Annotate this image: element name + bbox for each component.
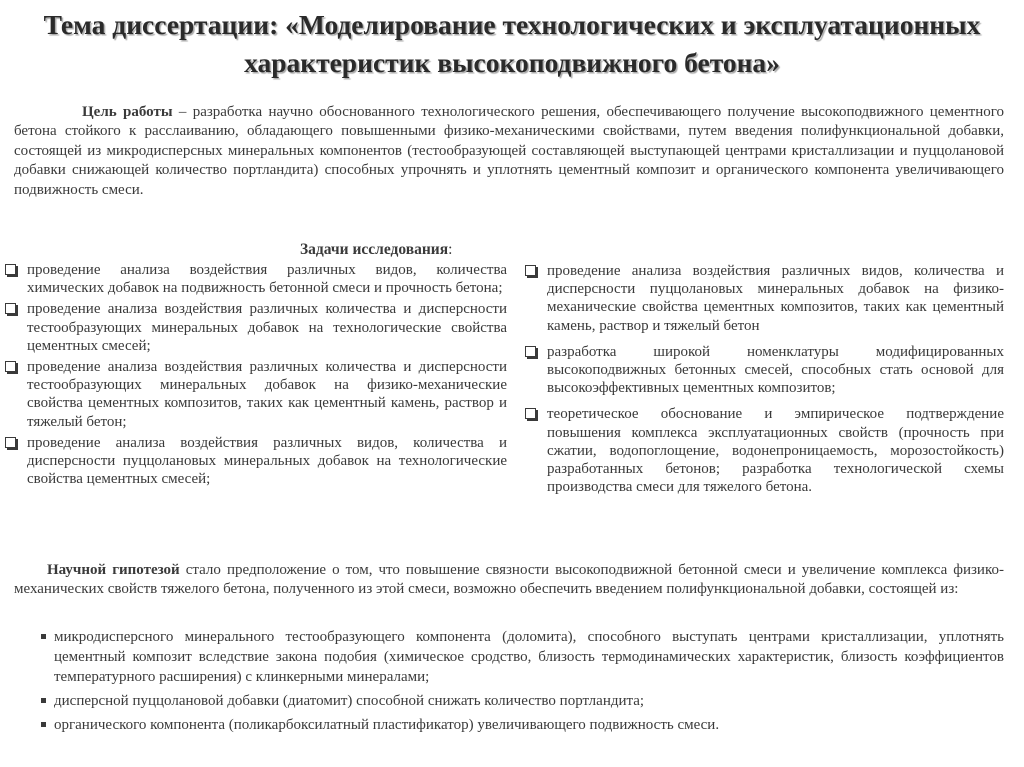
task-item bbox=[524, 343, 1004, 398]
task-text: разработка широкой номенклатуры модифицированных высокоподвижных бетонных смесей, способных стать основой для высокоэффективных цементных композитов; bbox=[547, 343, 1004, 397]
component-text: микродисперсного минерального тестообразующего компонента (доломита), способного выступать центрами кристаллизации, уплотнять цементный композит вследствие закона подобия (химическое сродство, близость термодинамических характеристик, близость коэффициентов температурного расширения) с клинкерными минералами; bbox=[54, 629, 1004, 685]
tasks-right-column bbox=[524, 262, 1004, 504]
checkbox-bullet-icon bbox=[525, 265, 536, 276]
square-bullet-icon bbox=[41, 634, 46, 639]
square-bullet-icon bbox=[41, 722, 46, 727]
checkbox-bullet-icon bbox=[5, 361, 16, 372]
task-item bbox=[4, 434, 507, 489]
component-item bbox=[38, 715, 1004, 735]
goal-text: – разработка научно обоснованного технологического решения, обеспечивающего получение высокоподвижного цементного бетона стойкого к расслаиванию, обладающего повышенными физико-механическими свойствами, путем введения полифункциональной добавки, состоящей из микродисперсных минеральных компонентов (тестообразующей составляющей выступающей центрами кристаллизации и пуццолановой добавки снижающей количество портландита) способных упрочнять и уплотнять цементный композит и органического компонента увеличивающего подвижность смеси. bbox=[14, 104, 1004, 198]
component-item bbox=[38, 627, 1004, 687]
checkbox-bullet-icon bbox=[525, 346, 536, 357]
hypothesis-text: стало предположение о том, что повышение связности высокоподвижной бетонной смеси и увеличение комплекса физико-механических свойств тяжелого бетона, полученного из этой смеси, возможно обеспечить введением полифункциональной добавки, состоящей из: bbox=[14, 562, 1004, 598]
task-text: проведение анализа воздействия различных количества и дисперсности тестообразующих минеральных добавок на технологические свойства цементных смесей; bbox=[27, 301, 507, 354]
tasks-heading-colon: : bbox=[448, 241, 453, 258]
checkbox-bullet-icon bbox=[5, 437, 16, 448]
checkbox-bullet-icon bbox=[525, 408, 536, 419]
checkbox-bullet-icon bbox=[5, 303, 16, 314]
task-text: проведение анализа воздействия различных видов, количества и дисперсности пуццолановых минеральных добавок на технологические свойства цементных смесей; bbox=[27, 434, 507, 488]
task-item bbox=[4, 358, 507, 431]
task-item bbox=[524, 405, 1004, 496]
task-item bbox=[4, 300, 507, 355]
task-item bbox=[524, 262, 1004, 335]
hypothesis-paragraph bbox=[14, 561, 1004, 600]
tasks-heading-label: Задачи исследования bbox=[300, 241, 449, 258]
task-item bbox=[4, 261, 507, 297]
component-item bbox=[38, 691, 1004, 711]
task-text: проведение анализа воздействия различных количества и дисперсности тестообразующих минеральных добавок на физико-механические свойства цементных композитов, таких как цементный камень, раствор и тяжелый бетон; bbox=[27, 359, 507, 430]
component-text: органического компонента (поликарбоксилатный пластификатор) увеличивающего подвижность смеси. bbox=[54, 717, 720, 733]
tasks-heading bbox=[300, 240, 510, 260]
hypothesis-lead: Научной гипотезой bbox=[47, 562, 180, 578]
slide-title: Тема диссертации: «Моделирование технологических и эксплуатационных характеристик высокоподвижного бетона» bbox=[43, 9, 981, 78]
square-bullet-icon bbox=[41, 698, 46, 703]
task-text: теоретическое обоснование и эмпирическое подтверждение повышения комплекса эксплуатационных свойств (прочность при сжатии, водопоглощение, водонепроницаемость, морозостойкость) разработанных бетонов; разработка технологической схемы производства смеси для тяжелого бетона. bbox=[547, 406, 1004, 496]
hypothesis-components-list bbox=[38, 627, 1004, 739]
tasks-left-column bbox=[4, 261, 507, 491]
task-text: проведение анализа воздействия различных видов, количества химических добавок на подвижность бетонной смеси и прочность бетона; bbox=[27, 262, 507, 297]
task-text: проведение анализа воздействия различных видов, количества и дисперсности пуццолановых минеральных добавок на физико-механические свойства цементных композитов, таких как цементный камень, раствор и тяжелый бетон bbox=[547, 263, 1004, 334]
component-text: дисперсной пуццолановой добавки (диатомит) способной снижать количество портландита; bbox=[54, 693, 645, 709]
goal-paragraph bbox=[14, 103, 1004, 200]
checkbox-bullet-icon bbox=[5, 264, 16, 275]
goal-lead: Цель работы bbox=[82, 104, 173, 120]
